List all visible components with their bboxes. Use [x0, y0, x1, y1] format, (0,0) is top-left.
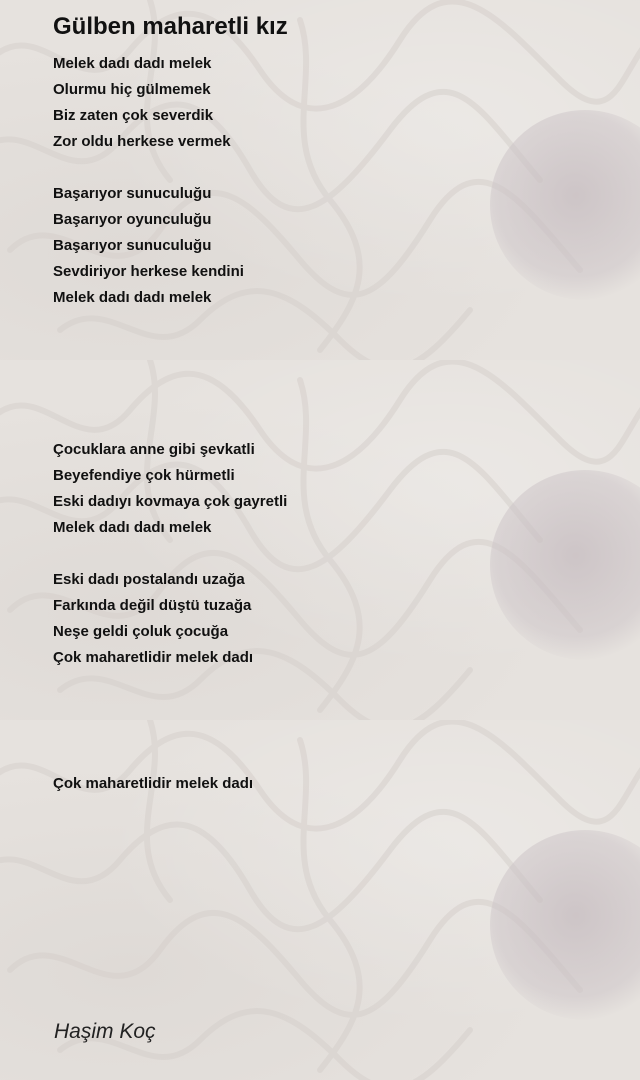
stanza-4 — [53, 567, 253, 671]
poem-author: Haşim Koç — [54, 1020, 156, 1043]
poem-line: Biz zaten çok severdik — [53, 107, 214, 124]
poem-line: Başarıyor sunuculuğu — [53, 237, 212, 254]
poem-line: Melek dadı dadı melek — [53, 519, 212, 536]
poem-line: Başarıyor sunuculuğu — [53, 185, 212, 202]
poem-line: Melek dadı dadı melek — [53, 289, 212, 306]
poem-line: Çocuklara anne gibi şevkatli — [53, 441, 255, 458]
poem-line: Sevdiriyor herkese kendini — [53, 263, 244, 280]
poem-line: Eski dadı postalandı uzağa — [53, 571, 245, 588]
poem-line: Farkında değil düştü tuzağa — [53, 597, 252, 614]
stanza-3 — [53, 437, 287, 541]
poem-line: Neşe geldi çoluk çocuğa — [53, 623, 229, 640]
poem-line: Beyefendiye çok hürmetli — [53, 467, 235, 484]
poem-line: Çok maharetlidir melek dadı — [53, 775, 254, 792]
poem-title: Gülben maharetli kız — [53, 13, 288, 40]
poem-line: Zor oldu herkese vermek — [53, 133, 231, 150]
stanza-5 — [53, 771, 253, 797]
poem-line: Çok maharetlidir melek dadı — [53, 649, 254, 666]
poem-line: Eski dadıyı kovmaya çok gayretli — [53, 493, 288, 510]
stanza-2 — [53, 181, 244, 311]
poem-line: Olurmu hiç gülmemek — [53, 81, 211, 98]
poem-line: Melek dadı dadı melek — [53, 55, 212, 72]
stanza-1 — [53, 51, 231, 155]
poem-line: Başarıyor oyunculuğu — [53, 211, 212, 228]
